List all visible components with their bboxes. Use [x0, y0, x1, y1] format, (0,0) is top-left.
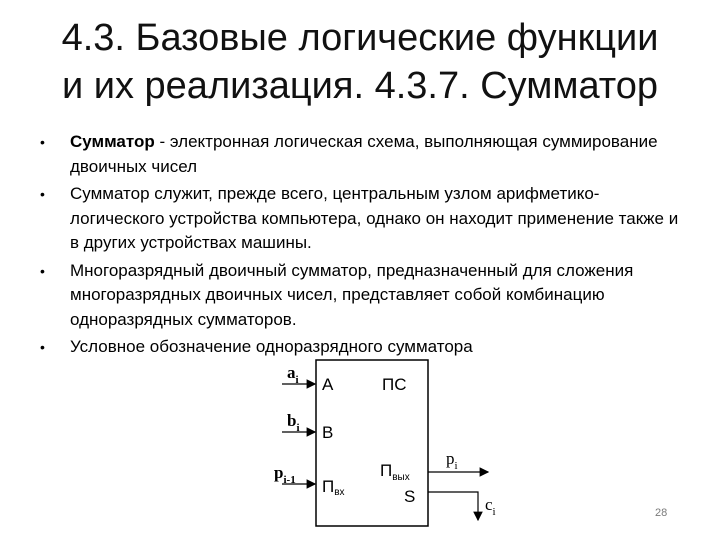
slide-title-line-2: и их реализация. 4.3.7. Сумматор [61, 65, 659, 107]
input-b-var: $b_i$ [287, 411, 300, 434]
adder-symbol-diagram [270, 352, 510, 532]
bullet-marker: • [40, 262, 45, 279]
bullet-item [40, 182, 680, 256]
input-p-sub: i-1 [283, 474, 296, 486]
bullet-term: Сумматор [70, 132, 155, 151]
input-a-var: $a_i$ [287, 363, 299, 386]
port-p-sub: вх [334, 487, 345, 498]
port-s-label: S [404, 487, 416, 506]
port-p-label: Пвх [322, 477, 345, 498]
output-c-var: $c_i$ [485, 495, 496, 518]
bullet-item [40, 259, 680, 333]
bullet-marker: • [40, 186, 45, 202]
output-c-sub: i [492, 506, 496, 518]
slide-title-line-1: 4.3. Базовые логические функции [61, 17, 659, 59]
output-p-sub: i [454, 460, 458, 472]
page-number: 28 [655, 507, 668, 519]
slide-title [0, 14, 720, 110]
output-p-var: $p_i$ [446, 449, 458, 472]
bullet-text: - электронная логическая схема, выполняющая суммирование двоичных чисел [70, 132, 658, 176]
port-pout-label: $П_{вых}$ [380, 461, 410, 483]
bullet-text: Многоразрядный двоичный сумматор, предназначенный для сложения многоразрядных двоичных чисел, представляет собой комбинацию одноразрядных сумматоров. [70, 260, 634, 329]
bullet-text: Сумматор служит, прежде всего, центральным узлом арифметико-логического устройства компьютера, однако он находит применение также и в других устройствах машины. [70, 184, 679, 252]
port-ps-label: ПС [382, 375, 407, 394]
port-a-label: A [322, 375, 334, 394]
bullet-item [40, 130, 680, 179]
input-b-sub: i [296, 422, 300, 434]
port-b-label: B [322, 423, 334, 442]
bullet-list [40, 130, 680, 363]
bullet-marker: • [40, 134, 45, 150]
output-c-line [428, 492, 478, 520]
bullet-marker: • [40, 339, 45, 355]
bullet-text: Условное обозначение одноразрядного сумматора [70, 337, 473, 356]
input-p-var: $p_{i-1}$ [274, 463, 296, 486]
port-pout-sub: вых [392, 472, 410, 483]
input-a-sub: i [295, 374, 299, 386]
